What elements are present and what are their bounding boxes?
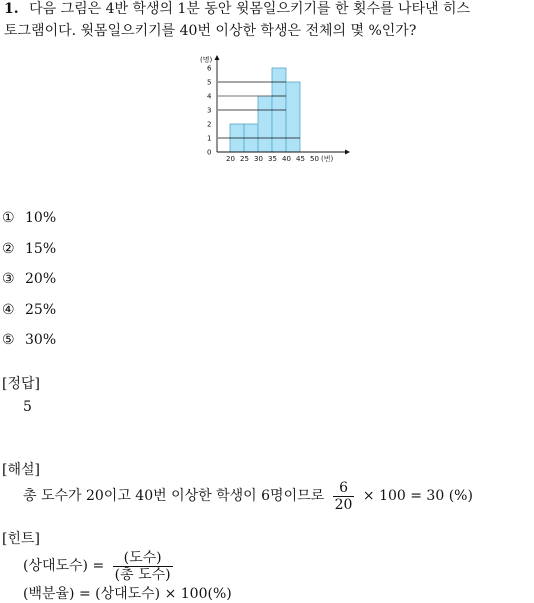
solution-text-before: 총 도수가 20이고 40번 이상한 학생이 6명이므로 [23,488,325,504]
choice-text: 20% [25,271,57,287]
choice-mark: ③ [2,271,15,287]
hint-fraction-denominator: (총 도수) [114,566,171,583]
y-tick-label: 1 [207,134,212,143]
question-text-1: 다음 그림은 4반 학생의 1분 동안 윗몸일으키기를 한 횟수를 나타낸 히스 [29,1,471,17]
histogram-x-ticks [226,155,319,163]
y-tick-label: 6 [207,64,212,73]
histogram-bar-3 [258,96,272,152]
choice-3[interactable] [2,270,56,288]
choice-text: 15% [25,241,57,257]
x-tick-label: 25 [240,155,249,163]
x-tick-label: 40 [282,155,291,163]
histogram-y-ticks [207,65,212,157]
question-line-1 [4,0,470,20]
x-axis-unit: (번) [321,155,334,163]
y-tick-label: 0 [207,148,212,157]
hint-line-2: (백분율) = (상대도수) × 100(%) [23,586,232,602]
answer-value: 5 [23,399,32,415]
hint-line-1 [23,547,177,585]
y-tick-label: 4 [207,92,212,101]
y-axis-unit: (명) [200,56,213,64]
fraction-denominator: 20 [334,496,353,513]
x-axis-arrow [345,150,350,155]
solution-text-after: × 100 = 30 (%) [362,488,473,504]
question-text-2: 토그램이다. 윗몸일으키기를 40번 이상한 학생은 전체의 몇 %인가? [4,23,417,39]
choice-mark: ① [2,210,15,226]
y-tick-label: 2 [207,120,212,129]
choice-text: 25% [25,302,57,318]
hint-line1-left: (상대도수) = [23,558,105,574]
choice-text: 10% [25,210,57,226]
solution-text [23,476,473,516]
histogram-chart [190,48,350,168]
choice-mark: ② [2,241,15,257]
y-tick-label: 5 [207,78,212,87]
answer-label: [정답] [2,376,40,392]
x-tick-label: 30 [254,155,263,163]
question-number: 1. [4,1,19,17]
choice-mark: ⑤ [2,332,15,348]
hint-fraction [113,550,173,583]
x-tick-label: 20 [226,155,235,163]
histogram-bar-5 [286,82,300,152]
solution-fraction [333,480,355,513]
choice-text: 30% [25,332,57,348]
solution-label: [해설] [2,462,40,478]
hint-label: [힌트] [2,531,40,547]
choice-4[interactable] [2,301,56,319]
choice-1[interactable] [2,209,56,227]
hint-fraction-numerator: (도수) [113,550,173,567]
choice-mark: ④ [2,302,15,318]
choice-2[interactable] [2,240,56,258]
fraction-numerator: 6 [333,480,355,497]
y-axis-arrow [215,55,220,60]
x-tick-label: 50 [310,155,319,163]
choice-5[interactable] [2,331,56,349]
x-tick-label: 45 [296,155,305,163]
x-tick-label: 35 [268,155,277,163]
y-tick-label: 3 [207,106,212,115]
